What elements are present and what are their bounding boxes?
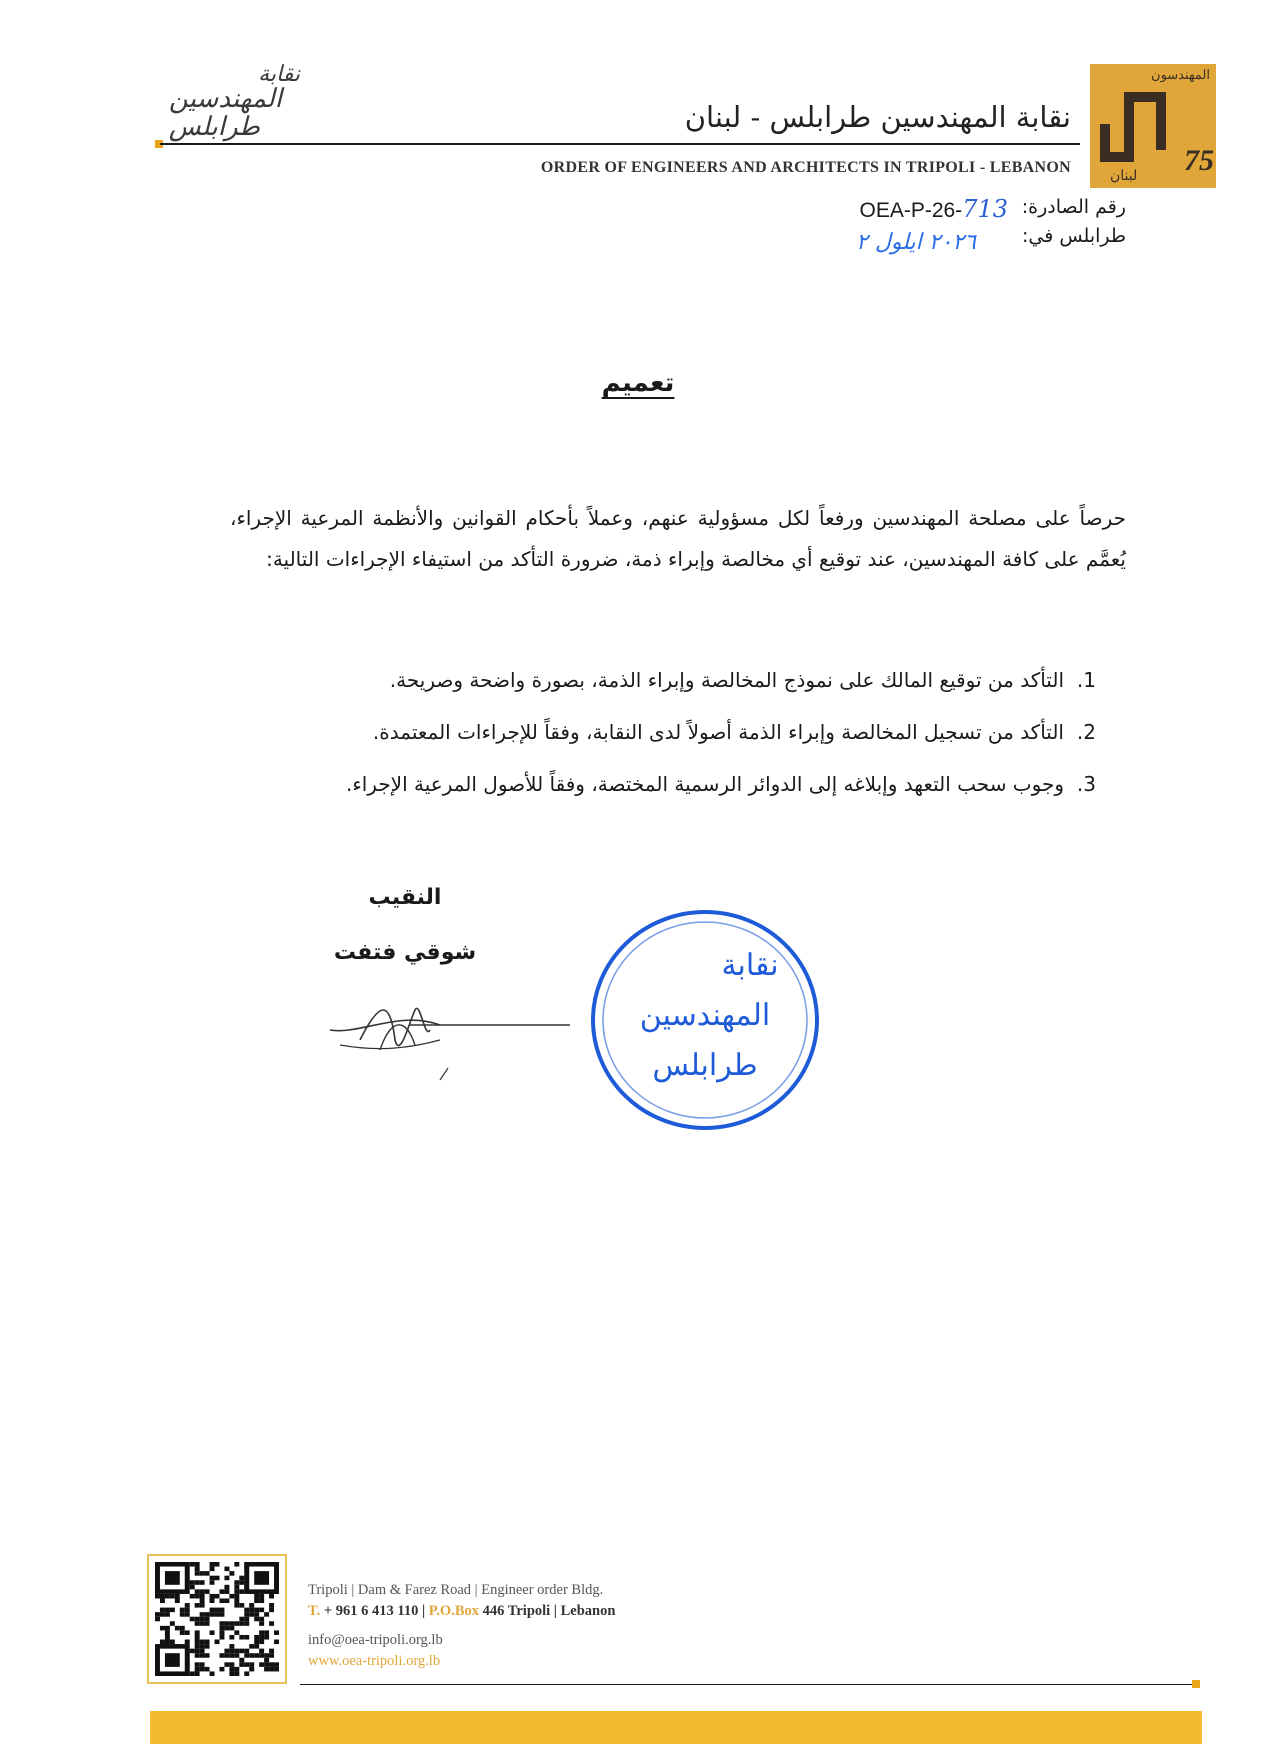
list-item: 2.التأكد من تسجيل المخالصة وإبراء الذمة أصولاً لدى النقابة، وفقاً للإجراءات المعتمدة. [372,720,1096,744]
footer-phone-line: T. + 961 6 413 110 | P.O.Box 446 Tripoli | Lebanon [308,1603,616,1619]
stamp-line-1: نقابة [721,948,779,983]
reference-number-label: رقم الصادرة: [1021,196,1126,218]
reference-number-printed: OEA-P-26- [859,199,963,222]
brand-top-text: المهندسون [1151,68,1210,83]
arabic-org-name: نقابة المهندسين طرابلس - لبنان [684,100,1071,134]
reference-number [859,195,1008,223]
qr-code [147,1554,287,1684]
list-item: 3.وجوب سحب التعهد وإبلاغه إلى الدوائر الرسمية المختصة، وفقاً للأصول المرعية الإجراء. [345,772,1096,796]
document-title: تعميم [601,368,675,398]
body-paragraph: حرصاً على مصلحة المهندسين ورفعاً لكل مسؤولية عنهم، وعملاً بأحكام القوانين والأنظمة المرعية الإجراء، يُعمَّم على كافة المهندسين، عند توقيع أي مخالصة وإبراء ذمة، ضرورة التأكد من استيفاء الإجراءات التالية: [230,506,1126,571]
date-handwritten: ٢٠٢٦ ايلول ٢ [856,230,976,255]
footer-gold-band [150,1711,1202,1744]
handwritten-signature [320,980,580,1090]
brand-bottom-text: لبنان [1110,168,1138,184]
list-item: 1.التأكد من توقيع المالك على نموذج المخالصة وإبراء الذمة، بصورة واضحة وصريحة. [389,668,1096,692]
reference-number-handwritten: 713 [962,195,1008,223]
footer-website[interactable]: www.oea-tripoli.org.lb [308,1653,441,1669]
footer-email[interactable]: info@oea-tripoli.org.lb [308,1632,443,1648]
footer-divider [300,1684,1195,1685]
signatory-title: النقيب [368,885,442,910]
date-label: طرابلس في: [1021,225,1126,247]
stamp-line-2: المهندسين [639,998,771,1033]
footer-contact [308,1580,615,1672]
english-org-name: ORDER OF ENGINEERS AND ARCHITECTS IN TRIPOLI - LEBANON [540,159,1071,176]
official-stamp [585,905,825,1135]
footer-address: Tripoli | Dam & Farez Road | Engineer order Bldg. [308,1582,604,1598]
requirements-list [236,668,1096,824]
header-divider [160,143,1080,145]
brand-75-logo [1090,64,1216,188]
qr-code-icon [155,1562,279,1676]
stamp-line-3: طرابلس [652,1048,758,1083]
signatory-name: شوقي فتفت [333,940,477,965]
footer-yellow-dot [1192,1680,1200,1688]
logo-line-2: المهندسين [168,84,282,114]
logo-line-1: نقابة [258,62,300,87]
left-calligraphy-logo [140,62,300,152]
brand-number: 75 [1184,144,1214,177]
logo-line-3: طرابلس [168,112,260,142]
